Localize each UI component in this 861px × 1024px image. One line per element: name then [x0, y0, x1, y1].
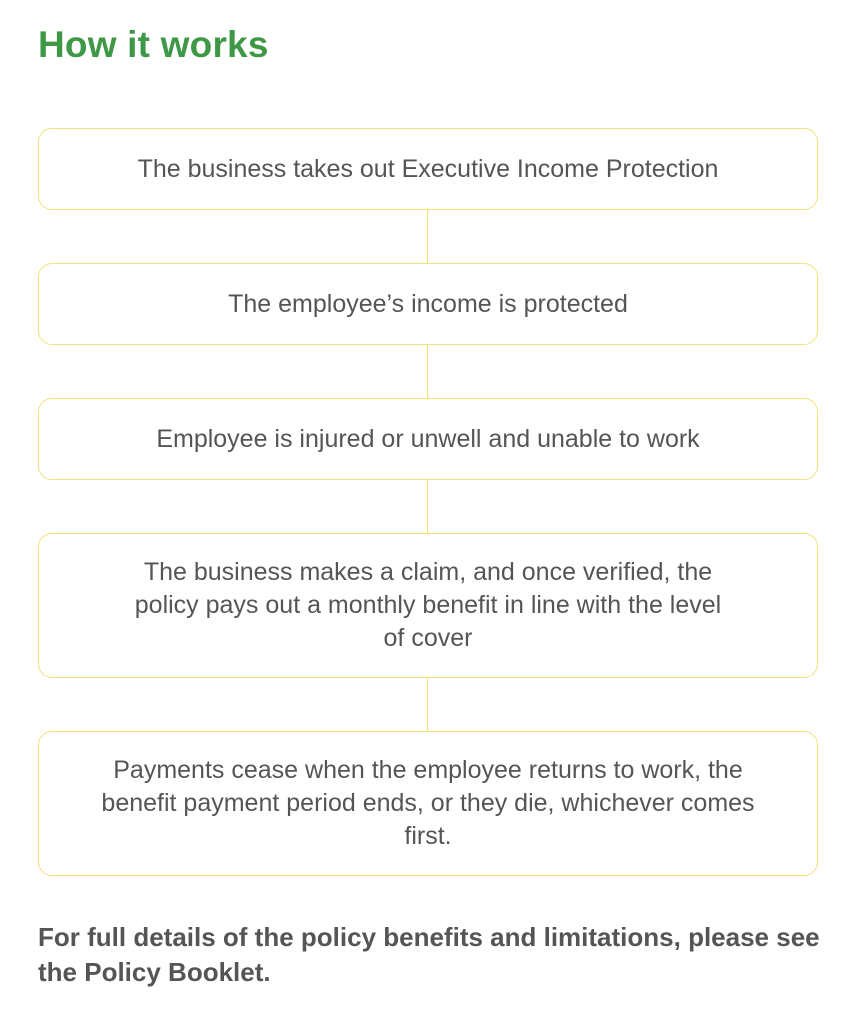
connector-line: [427, 210, 428, 263]
step-box-take-out-policy: [38, 128, 818, 210]
page-title: How it works: [38, 24, 269, 65]
step-text: The employee’s income is protected: [228, 289, 628, 318]
connector-line: [427, 480, 428, 533]
step-box-payments-cease: [38, 731, 818, 876]
step-box-income-protected: [38, 263, 818, 345]
step-text: The business takes out Executive Income Protection: [137, 154, 719, 183]
step-box-make-claim: [38, 533, 818, 678]
step-text: The business makes a claim, and once verified, the policy pays out a monthly benefit in line with the level of cover: [134, 558, 722, 652]
step-box-employee-unable-to-work: [38, 398, 818, 480]
step-text: Employee is injured or unwell and unable to work: [156, 424, 700, 453]
process-flowchart: [38, 128, 818, 876]
step-text: Payments cease when the employee returns to work, the benefit payment period ends, or they die, whichever comes first.: [101, 756, 755, 850]
connector-line: [427, 345, 428, 398]
policy-booklet-note: For full details of the policy benefits and limitations, please see the Policy Booklet.: [38, 922, 820, 987]
connector-line: [427, 678, 428, 731]
